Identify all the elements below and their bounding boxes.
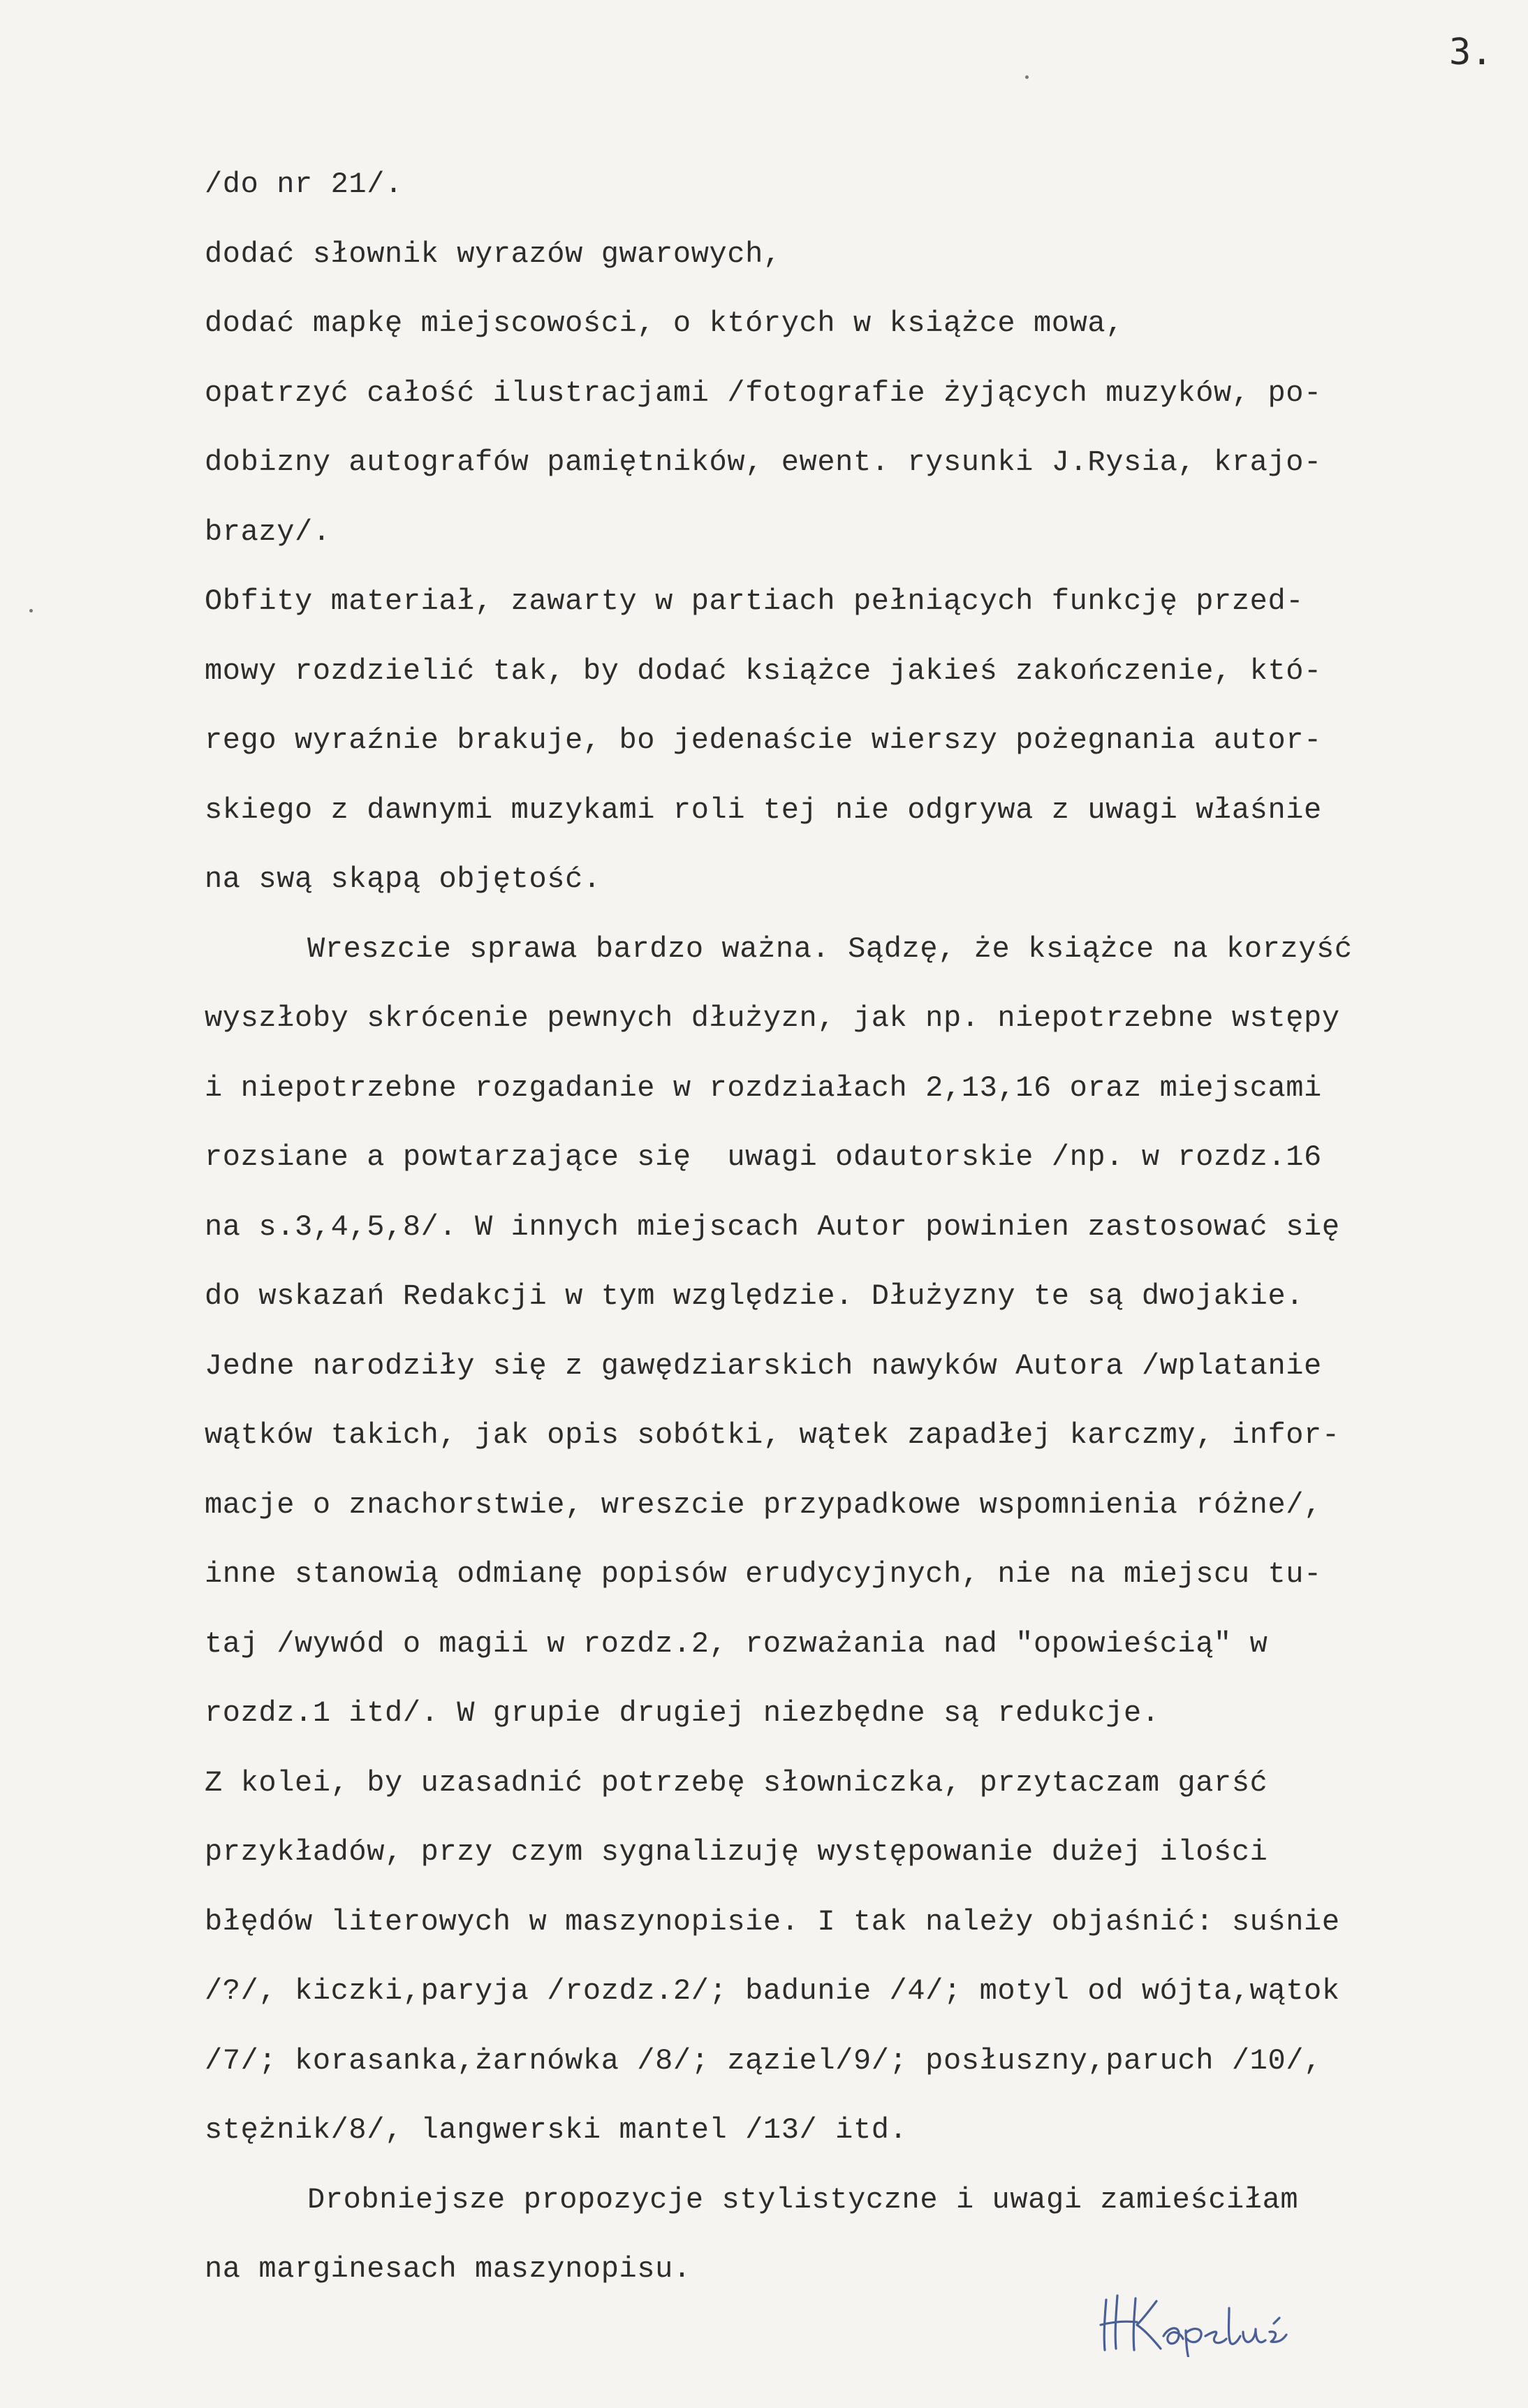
body-text [205, 150, 1504, 2305]
text-line: rozdz.1 itd/. W grupie drugiej niezbędne są redukcje. [205, 1696, 1160, 1730]
text-line: /?/, kiczki,paryja /rozdz.2/; badunie /4/; motyl od wójta,wątok [205, 1974, 1340, 2008]
text-line: opatrzyć całość ilustracjami /fotografie żyjących muzyków, po- [205, 376, 1322, 410]
text-line: i niepotrzebne rozgadanie w rozdziałach 2,13,16 oraz miejscami [205, 1071, 1322, 1105]
text-line: brazy/. [205, 515, 331, 549]
text-line: mowy rozdzielić tak, by dodać książce jakieś zakończenie, któ- [205, 654, 1322, 688]
text-line: /7/; korasanka,żarnówka /8/; ząziel/9/; posłuszny,paruch /10/, [205, 2043, 1322, 2078]
text-line: Drobniejsze propozycje stylistyczne i uwagi zamieściłam [307, 2182, 1299, 2217]
text-line: macje o znachorstwie, wreszcie przypadkowe wspomnienia różne/, [205, 1488, 1322, 1522]
paper-speck [29, 609, 33, 612]
text-line: na marginesach maszynopisu. [205, 2252, 691, 2286]
text-line: wątków takich, jak opis sobótki, wątek zapadłej karczmy, infor- [205, 1418, 1340, 1452]
text-line: /do nr 21/. [205, 168, 403, 201]
text-line: dodać słownik wyrazów gwarowych, [205, 237, 781, 271]
text-line: Wreszcie sprawa bardzo ważna. Sądzę, że książce na korzyść [307, 932, 1353, 966]
text-line: rego wyraźnie brakuje, bo jedenaście wierszy pożegnania autor- [205, 724, 1322, 757]
text-line: dobizny autografów pamiętników, ewent. rysunki J.Rysia, krajo- [205, 446, 1322, 479]
text-line: wyszłoby skrócenie pewnych dłużyzn, jak np. niepotrzebne wstępy [205, 1001, 1340, 1035]
text-line: Z kolei, by uzasadnić potrzebę słowniczka, przytaczam garść [205, 1765, 1268, 1800]
text-line: dodać mapkę miejscowości, o których w książce mowa, [205, 307, 1124, 340]
text-line: błędów literowych w maszynopisie. I tak należy objaśnić: suśnie [205, 1904, 1340, 1939]
text-line: przykładów, przy czym sygnalizuję występowanie dużej ilości [205, 1835, 1268, 1869]
page-number: 3. [1449, 31, 1493, 73]
text-line: rozsiane a powtarzające się uwagi odautorskie /np. w rozdz.16 [205, 1140, 1322, 1174]
text-line: na swą skąpą objętość. [205, 862, 601, 896]
text-line: stężnik/8/, langwerski mantel /13/ itd. [205, 2113, 908, 2147]
text-line: Obfity materiał, zawarty w partiach pełniących funkcję przed- [205, 585, 1305, 618]
text-line: na s.3,4,5,8/. W innych miejscach Autor powinien zastosować się [205, 1210, 1340, 1244]
text-line: taj /wywód o magii w rozdz.2, rozważania nad "opowieścią" w [205, 1627, 1268, 1661]
text-line: skiego z dawnymi muzykami roli tej nie odgrywa z uwagi właśnie [205, 793, 1322, 827]
text-line: Jedne narodziły się z gawędziarskich nawyków Autora /wplatanie [205, 1349, 1322, 1383]
text-line: do wskazań Redakcji w tym względzie. Dłużyzny te są dwojakie. [205, 1279, 1305, 1313]
paper-speck [1025, 75, 1029, 79]
text-line: inne stanowią odmianę popisów erudycyjnych, nie na miejscu tu- [205, 1557, 1322, 1591]
handwritten-signature [1096, 2280, 1306, 2357]
signature-icon [1096, 2280, 1306, 2357]
